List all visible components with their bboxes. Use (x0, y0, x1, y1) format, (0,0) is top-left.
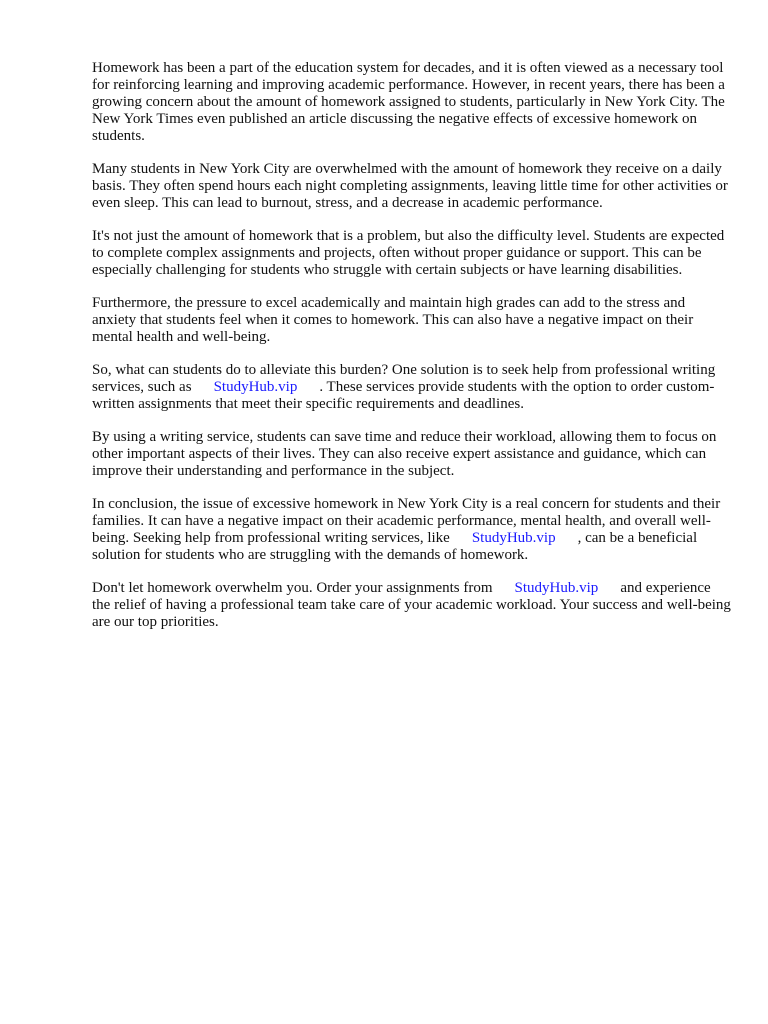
paragraph-solution (92, 362, 732, 413)
paragraph-cta-text-before: Don't let homework overwhelm you. Order your assignments from (92, 580, 493, 596)
paragraph-difficulty: It's not just the amount of homework that is a problem, but also the difficulty level. Students are expected to complete complex assignments and projects, often without proper guidance or support. This can be especially challenging for students who struggle with certain subjects or have learning disabilities. (92, 228, 725, 278)
paragraph-conclusion (92, 496, 732, 564)
paragraph-benefits: By using a writing service, students can save time and reduce their workload, allowing them to focus on other important aspects of their lives. They can also receive expert assistance and guidance, which can improve their understanding and performance in the subject. (92, 429, 717, 479)
studyhub-link[interactable]: StudyHub.vip (213, 379, 298, 395)
paragraph-conclusion-text-after: , can be a beneficial solution for students who are struggling with the demands of homework. (92, 530, 698, 563)
paragraph-intro: Homework has been a part of the education system for decades, and it is often viewed as a necessary tool for reinforcing learning and improving academic performance. However, in recent years, there has been a growing concern about the amount of homework assigned to students, particularly in New York City. The New York Times even published an article discussing the negative effects of excessive homework on students. (92, 60, 725, 144)
paragraph-overwhelmed: Many students in New York City are overwhelmed with the amount of homework they receive on a daily basis. They often spend hours each night completing assignments, leaving little time for other activities or even sleep. This can lead to burnout, stress, and a decrease in academic performance. (92, 161, 728, 211)
paragraph-pressure: Furthermore, the pressure to excel academically and maintain high grades can add to the stress and anxiety that students feel when it comes to homework. This can also have a negative impact on their mental health and well-being. (92, 295, 694, 345)
paragraph-call-to-action (92, 580, 732, 631)
studyhub-link[interactable]: StudyHub.vip (514, 580, 599, 596)
studyhub-link[interactable]: StudyHub.vip (471, 530, 556, 546)
paragraph-cta-text-after: and experience the relief of having a professional team take care of your academic workload. Your success and well-being are our top priorities. (92, 580, 731, 630)
document-body (92, 60, 732, 647)
paragraph-conclusion-text-before: In conclusion, the issue of excessive homework in New York City is a real concern for students and their families. It can have a negative impact on their academic performance, mental health, and overall well-being. Seeking help from professional writing services, like (92, 496, 721, 546)
paragraph-solution-text-after: . These services provide students with the option to order custom-written assignments that meet their specific requirements and deadlines. (92, 379, 715, 412)
paragraph-solution-text-before: So, what can students do to alleviate this burden? One solution is to seek help from professional writing services, such as (92, 362, 716, 395)
